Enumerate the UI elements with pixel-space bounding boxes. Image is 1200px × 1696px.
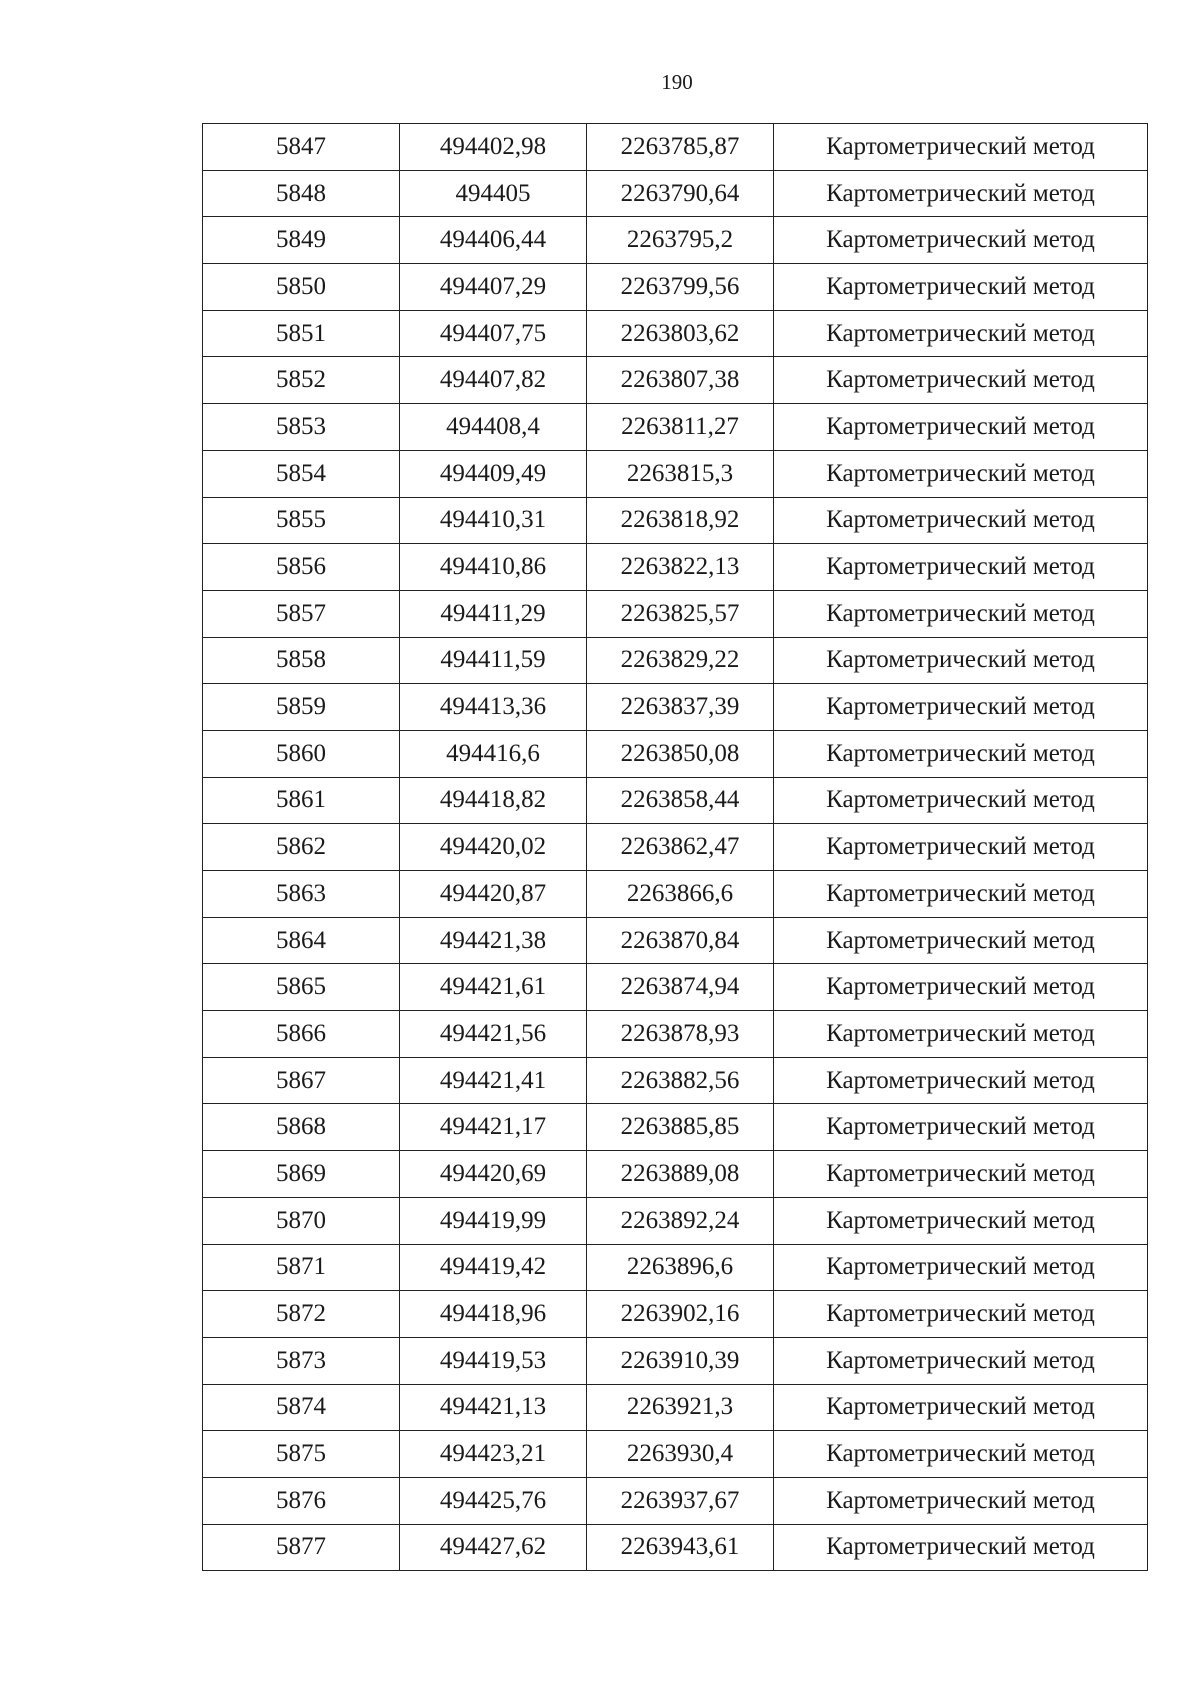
y-coordinate-cell: 2263815,3 (587, 450, 774, 497)
coordinates-table (202, 123, 1148, 1571)
x-coordinate-cell: 494419,42 (400, 1244, 587, 1291)
method-cell: Картометрический метод (774, 264, 1148, 311)
table-row (203, 544, 1148, 591)
y-coordinate-cell: 2263818,92 (587, 497, 774, 544)
method-cell: Картометрический метод (774, 637, 1148, 684)
point-number-cell: 5875 (203, 1431, 400, 1478)
table-row (203, 1011, 1148, 1058)
x-coordinate-cell: 494425,76 (400, 1477, 587, 1524)
method-cell: Картометрический метод (774, 310, 1148, 357)
y-coordinate-cell: 2263803,62 (587, 310, 774, 357)
y-coordinate-cell: 2263910,39 (587, 1337, 774, 1384)
method-cell: Картометрический метод (774, 964, 1148, 1011)
y-coordinate-cell: 2263870,84 (587, 917, 774, 964)
y-coordinate-cell: 2263825,57 (587, 590, 774, 637)
y-coordinate-cell: 2263930,4 (587, 1431, 774, 1478)
table-row (203, 170, 1148, 217)
x-coordinate-cell: 494413,36 (400, 684, 587, 731)
point-number-cell: 5853 (203, 404, 400, 451)
y-coordinate-cell: 2263837,39 (587, 684, 774, 731)
y-coordinate-cell: 2263902,16 (587, 1291, 774, 1338)
x-coordinate-cell: 494421,38 (400, 917, 587, 964)
method-cell: Картометрический метод (774, 917, 1148, 964)
x-coordinate-cell: 494419,99 (400, 1197, 587, 1244)
point-number-cell: 5849 (203, 217, 400, 264)
method-cell: Картометрический метод (774, 684, 1148, 731)
x-coordinate-cell: 494411,29 (400, 590, 587, 637)
point-number-cell: 5874 (203, 1384, 400, 1431)
table-row (203, 964, 1148, 1011)
method-cell: Картометрический метод (774, 777, 1148, 824)
table-row (203, 871, 1148, 918)
x-coordinate-cell: 494418,96 (400, 1291, 587, 1338)
x-coordinate-cell: 494409,49 (400, 450, 587, 497)
y-coordinate-cell: 2263785,87 (587, 124, 774, 171)
x-coordinate-cell: 494407,29 (400, 264, 587, 311)
y-coordinate-cell: 2263807,38 (587, 357, 774, 404)
point-number-cell: 5876 (203, 1477, 400, 1524)
table-row (203, 684, 1148, 731)
point-number-cell: 5877 (203, 1524, 400, 1571)
method-cell: Картометрический метод (774, 217, 1148, 264)
y-coordinate-cell: 2263896,6 (587, 1244, 774, 1291)
x-coordinate-cell: 494405 (400, 170, 587, 217)
point-number-cell: 5856 (203, 544, 400, 591)
x-coordinate-cell: 494421,17 (400, 1104, 587, 1151)
x-coordinate-cell: 494408,4 (400, 404, 587, 451)
method-cell: Картометрический метод (774, 1244, 1148, 1291)
method-cell: Картометрический метод (774, 404, 1148, 451)
method-cell: Картометрический метод (774, 357, 1148, 404)
table-row (203, 917, 1148, 964)
x-coordinate-cell: 494407,82 (400, 357, 587, 404)
point-number-cell: 5867 (203, 1057, 400, 1104)
table-row (203, 1384, 1148, 1431)
y-coordinate-cell: 2263799,56 (587, 264, 774, 311)
point-number-cell: 5864 (203, 917, 400, 964)
method-cell: Картометрический метод (774, 730, 1148, 777)
table-row (203, 1104, 1148, 1151)
method-cell: Картометрический метод (774, 824, 1148, 871)
method-cell: Картометрический метод (774, 1197, 1148, 1244)
x-coordinate-cell: 494410,86 (400, 544, 587, 591)
y-coordinate-cell: 2263892,24 (587, 1197, 774, 1244)
point-number-cell: 5870 (203, 1197, 400, 1244)
point-number-cell: 5848 (203, 170, 400, 217)
table-row (203, 1244, 1148, 1291)
x-coordinate-cell: 494411,59 (400, 637, 587, 684)
method-cell: Картометрический метод (774, 590, 1148, 637)
x-coordinate-cell: 494420,69 (400, 1151, 587, 1198)
table-row (203, 1524, 1148, 1571)
y-coordinate-cell: 2263882,56 (587, 1057, 774, 1104)
table-row (203, 124, 1148, 171)
x-coordinate-cell: 494420,02 (400, 824, 587, 871)
point-number-cell: 5873 (203, 1337, 400, 1384)
x-coordinate-cell: 494407,75 (400, 310, 587, 357)
point-number-cell: 5861 (203, 777, 400, 824)
y-coordinate-cell: 2263885,85 (587, 1104, 774, 1151)
table-row (203, 1477, 1148, 1524)
method-cell: Картометрический метод (774, 1151, 1148, 1198)
point-number-cell: 5862 (203, 824, 400, 871)
table-row (203, 1197, 1148, 1244)
x-coordinate-cell: 494406,44 (400, 217, 587, 264)
y-coordinate-cell: 2263866,6 (587, 871, 774, 918)
y-coordinate-cell: 2263811,27 (587, 404, 774, 451)
method-cell: Картометрический метод (774, 1431, 1148, 1478)
method-cell: Картометрический метод (774, 1337, 1148, 1384)
y-coordinate-cell: 2263874,94 (587, 964, 774, 1011)
point-number-cell: 5854 (203, 450, 400, 497)
table-row (203, 1431, 1148, 1478)
table-row (203, 310, 1148, 357)
x-coordinate-cell: 494416,6 (400, 730, 587, 777)
table-row (203, 450, 1148, 497)
table-row (203, 590, 1148, 637)
y-coordinate-cell: 2263889,08 (587, 1151, 774, 1198)
point-number-cell: 5866 (203, 1011, 400, 1058)
method-cell: Картометрический метод (774, 1104, 1148, 1151)
x-coordinate-cell: 494421,56 (400, 1011, 587, 1058)
table-row (203, 824, 1148, 871)
y-coordinate-cell: 2263790,64 (587, 170, 774, 217)
point-number-cell: 5859 (203, 684, 400, 731)
point-number-cell: 5847 (203, 124, 400, 171)
method-cell: Картометрический метод (774, 1384, 1148, 1431)
y-coordinate-cell: 2263822,13 (587, 544, 774, 591)
x-coordinate-cell: 494427,62 (400, 1524, 587, 1571)
x-coordinate-cell: 494421,61 (400, 964, 587, 1011)
point-number-cell: 5858 (203, 637, 400, 684)
point-number-cell: 5852 (203, 357, 400, 404)
point-number-cell: 5872 (203, 1291, 400, 1338)
method-cell: Картометрический метод (774, 871, 1148, 918)
x-coordinate-cell: 494402,98 (400, 124, 587, 171)
method-cell: Картометрический метод (774, 124, 1148, 171)
table-row (203, 637, 1148, 684)
table-row (203, 1057, 1148, 1104)
x-coordinate-cell: 494421,41 (400, 1057, 587, 1104)
x-coordinate-cell: 494418,82 (400, 777, 587, 824)
table-row (203, 497, 1148, 544)
method-cell: Картометрический метод (774, 1524, 1148, 1571)
y-coordinate-cell: 2263943,61 (587, 1524, 774, 1571)
method-cell: Картометрический метод (774, 544, 1148, 591)
x-coordinate-cell: 494419,53 (400, 1337, 587, 1384)
table-row (203, 357, 1148, 404)
point-number-cell: 5850 (203, 264, 400, 311)
page-number: 190 (661, 70, 693, 94)
table-row (203, 730, 1148, 777)
method-cell: Картометрический метод (774, 170, 1148, 217)
point-number-cell: 5851 (203, 310, 400, 357)
point-number-cell: 5868 (203, 1104, 400, 1151)
y-coordinate-cell: 2263921,3 (587, 1384, 774, 1431)
method-cell: Картометрический метод (774, 1291, 1148, 1338)
x-coordinate-cell: 494410,31 (400, 497, 587, 544)
y-coordinate-cell: 2263795,2 (587, 217, 774, 264)
point-number-cell: 5855 (203, 497, 400, 544)
y-coordinate-cell: 2263862,47 (587, 824, 774, 871)
x-coordinate-cell: 494423,21 (400, 1431, 587, 1478)
table-row (203, 777, 1148, 824)
x-coordinate-cell: 494420,87 (400, 871, 587, 918)
point-number-cell: 5857 (203, 590, 400, 637)
method-cell: Картометрический метод (774, 497, 1148, 544)
y-coordinate-cell: 2263878,93 (587, 1011, 774, 1058)
table-row (203, 264, 1148, 311)
y-coordinate-cell: 2263858,44 (587, 777, 774, 824)
table-row (203, 1291, 1148, 1338)
point-number-cell: 5863 (203, 871, 400, 918)
table-row (203, 1337, 1148, 1384)
coordinates-table-body (203, 124, 1148, 1571)
y-coordinate-cell: 2263937,67 (587, 1477, 774, 1524)
point-number-cell: 5865 (203, 964, 400, 1011)
x-coordinate-cell: 494421,13 (400, 1384, 587, 1431)
table-row (203, 217, 1148, 264)
table-row (203, 404, 1148, 451)
method-cell: Картометрический метод (774, 1011, 1148, 1058)
y-coordinate-cell: 2263850,08 (587, 730, 774, 777)
table-row (203, 1151, 1148, 1198)
method-cell: Картометрический метод (774, 1057, 1148, 1104)
y-coordinate-cell: 2263829,22 (587, 637, 774, 684)
method-cell: Картометрический метод (774, 1477, 1148, 1524)
point-number-cell: 5869 (203, 1151, 400, 1198)
method-cell: Картометрический метод (774, 450, 1148, 497)
point-number-cell: 5871 (203, 1244, 400, 1291)
point-number-cell: 5860 (203, 730, 400, 777)
